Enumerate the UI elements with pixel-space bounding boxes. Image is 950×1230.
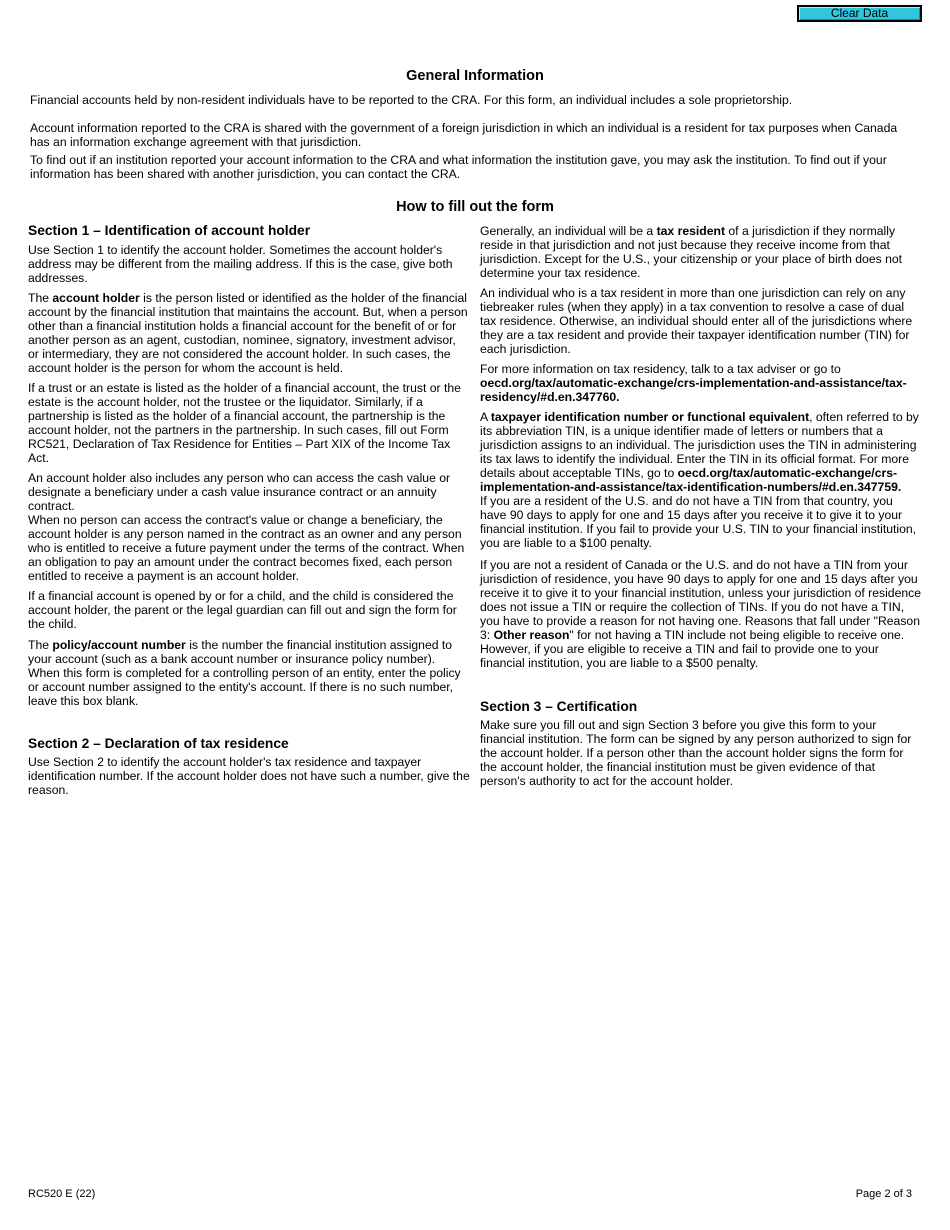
section-1-body bbox=[28, 243, 470, 714]
policy-account-number-paragraph: The policy/account number is the number the financial institution assigned to your account (such as a bank account number or insurance policy number). When this form is completed for a controlling person of an entity, enter the policy or account number assigned to the entity's account. If there is no such number, leave this box blank. bbox=[28, 638, 461, 708]
tax-resident-paragraph: Generally, an individual will be a tax resident of a jurisdiction if they normally reside in that jurisdiction and not just because they receive income from that jurisdiction. Except for the U.S., your citizenship or your place of birth does not determine your tax residence. bbox=[480, 224, 903, 280]
general-paragraph-3: To find out if an institution reported your account information to the CRA and what information the institution gave, you may ask the institution. To find out if your information has been shared with another jurisdiction, you can contact the CRA. bbox=[30, 153, 887, 181]
clear-data-button[interactable]: Clear Data bbox=[797, 5, 922, 22]
section-3-title: Section 3 – Certification bbox=[480, 699, 638, 714]
trust-estate-paragraph: If a trust or an estate is listed as the holder of a financial account, the trust or the estate is the account holder, not the trustee or the liquidator. Similarly, if a partnership is listed as the holder of a financial account, the partnership is the account holder, not the partners in the partnership. In such cases, fill out Form RC521, Declaration of Tax Residence for Entities – Part XIX of the Income Tax Act. bbox=[28, 381, 461, 465]
page-number: Page 2 of 3 bbox=[855, 1188, 912, 1200]
how-to-fill-title: How to fill out the form bbox=[396, 199, 554, 215]
section-1-paragraph: Use Section 1 to identify the account holder. Sometimes the account holder's address may be different from the mailing address. If this is the case, give both addresses. bbox=[28, 243, 453, 285]
more-info-paragraph: For more information on tax residency, talk to a tax adviser or go to oecd.org/tax/automatic-exchange/crs-implementation-and-assistance/tax-residency/#d.en.347760. bbox=[480, 362, 907, 404]
section-3-paragraph: Make sure you fill out and sign Section 3 before you give this form to your financial institution. The form can be signed by any person authorized to sign for the account holder. If a person other than the account holder signs the form for the account holder, the financial institution must be given evidence of that person's authority to act for the account holder. bbox=[480, 718, 912, 788]
cash-value-paragraph: An account holder also includes any person who can access the cash value or designate a beneficiary under a cash value insurance contract or an annuity contract. bbox=[28, 471, 451, 513]
oecd-residency-link[interactable]: oecd.org/tax/automatic-exchange/crs-implementation-and-assistance/tax-residency/#d.en.347760. bbox=[480, 376, 907, 404]
right-column-body bbox=[480, 224, 922, 676]
general-information-title: General Information bbox=[406, 68, 544, 84]
general-paragraph-2: Account information reported to the CRA is shared with the government of a foreign jurisdiction in which an individual is a resident for tax purposes when Canada has an information exchange agreement with that jurisdiction. bbox=[30, 121, 898, 149]
oecd-tin-link[interactable]: oecd.org/tax/automatic-exchange/crs-implementation-and-assistance/tax-identification-numbers/#d.en.347759. bbox=[480, 466, 902, 494]
us-resident-paragraph: If you are a resident of the U.S. and do not have a TIN from that country, you have 90 days to apply for one and 15 days after you receive it to give it to your financial institution. If you fail to provide your U.S. TIN to your financial institution, you are liable to a $100 penalty. bbox=[480, 494, 917, 550]
general-paragraph-1: Financial accounts held by non-resident individuals have to be reported to the CRA. For this form, an individual includes a sole proprietorship. bbox=[30, 93, 793, 107]
section-1-title: Section 1 – Identification of account holder bbox=[28, 223, 311, 238]
dual-residence-paragraph: An individual who is a tax resident in more than one jurisdiction can rely on any tiebreaker rules (when they apply) in a tax convention to resolve a case of dual tax residence. Otherwise, an individual should enter all of the jurisdictions where they are a tax resident and provide their taxpayer identification number (TIN) for each jurisdiction. bbox=[480, 286, 913, 356]
account-holder-paragraph: The account holder is the person listed or identified as the holder of the financial account by the financial institution that maintains the account. But, when a person other than a financial institution holds a financial account for the benefit of or for another person as an agent, custodian, nominee, signatory, investment advisor, or intermediary, they are not considered the account holder. In such cases, the account holder is the person for whom the account is held. bbox=[28, 291, 468, 375]
no-access-paragraph: When no person can access the contract's value or change a beneficiary, the account holder is any person named in the contract as an owner and any person who is entitled to receive a future payment under the terms of the contract. When an obligation to pay an amount under the contract becomes fixed, each person entitled to receive a payment is an account holder. bbox=[28, 513, 465, 583]
form-identifier: RC520 E (22) bbox=[28, 1188, 96, 1200]
non-resident-paragraph: If you are not a resident of Canada or the U.S. and do not have a TIN from your jurisdiction of residence, you have 90 days to apply for one and 15 days after you receive it to give it to your financial institution, unless your jurisdiction of residence does not issue a TIN or require the collection of TINs. If you do not have a TIN, you have to provide a reason for not having one. Reasons that fall under "Reason 3: Other reason" for not having a TIN include not being eligible to receive one. However, if you are eligible to receive a TIN and fail to provide one to your financial institution, you are liable to a $500 penalty. bbox=[480, 558, 921, 670]
section-2-paragraph: Use Section 2 to identify the account holder's tax residence and taxpayer identification number. If the account holder does not have such a number, give the reason. bbox=[28, 755, 470, 797]
child-account-paragraph: If a financial account is opened by or for a child, and the child is considered the account holder, the parent or the legal guardian can fill out and sign the form for the child. bbox=[28, 589, 457, 631]
tin-paragraph: A taxpayer identification number or functional equivalent, often referred to by its abbreviation TIN, is a unique identifier made of letters or numbers that a jurisdiction assigns to an individual. The jurisdiction uses the TIN in administering its tax laws to identify the individual. Enter the TIN in its official format. For more details about acceptable TINs, go to oecd.org/tax/automatic-exchange/crs-implementation-and-assistance/tax-identification-numbers/#d.en.347759. bbox=[480, 410, 919, 494]
section-2-title: Section 2 – Declaration of tax residence bbox=[28, 736, 289, 751]
